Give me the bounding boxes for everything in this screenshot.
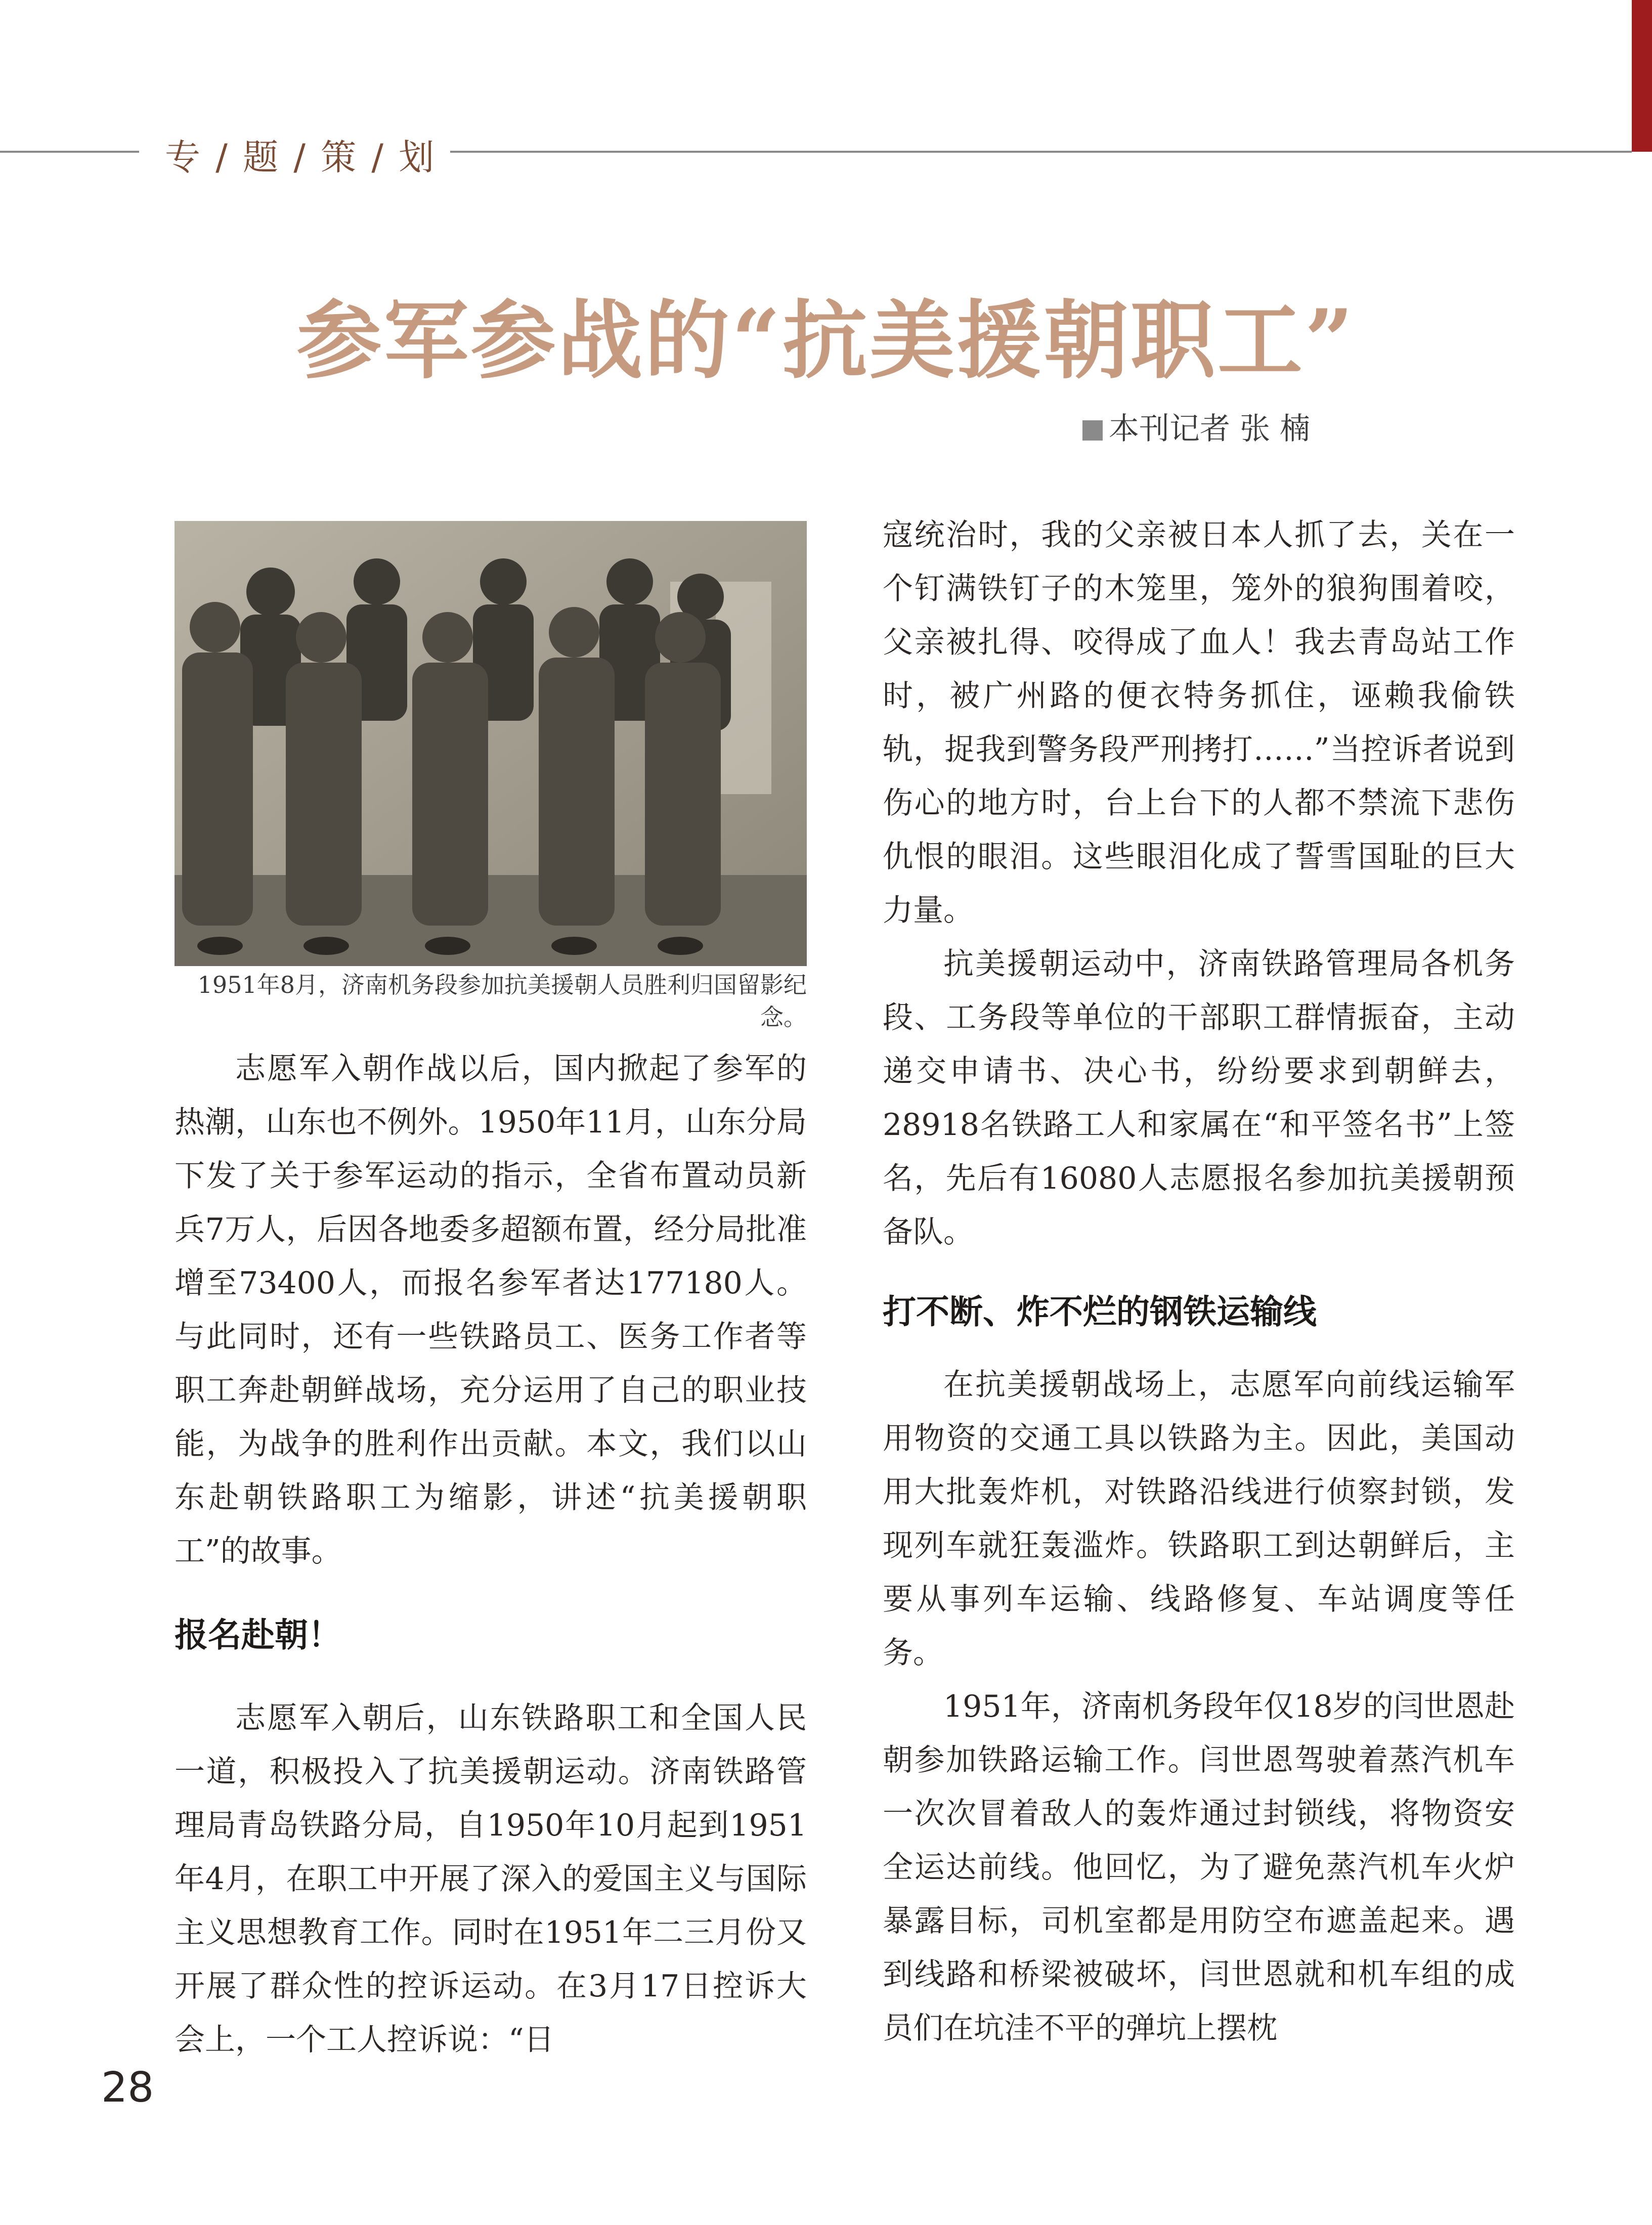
article-title: 参军参战的“抗美援朝职工”	[296, 290, 1356, 390]
intro-paragraph: 志愿军入朝作战以后，国内掀起了参军的热潮，山东也不例外。1950年11月，山东分局下发了关于参军运动的指示，全省布置动员新兵7万人，后因各地委多超额布置，经分局批准增至73400人，而报名参军者达177180人。与此同时，还有一些铁路员工、医务工作者等职工奔赴朝鲜战场，充分运用了自己的职业技能，为战争的胜利作出贡献。本文，我们以山东赴朝铁路职工为缩影，讲述“抗美援朝职工”的故事。	[175, 1051, 807, 1569]
page-number: 28	[101, 2064, 154, 2112]
section-label: 专 / 题 / 策 / 划	[165, 137, 437, 178]
historical-group-photo	[175, 521, 807, 966]
paragraph-1-continued: 寇统治时，我的父亲被日本人抓了去，关在一个钉满铁钉子的木笼里，笼外的狼狗围着咬，父亲被扎得、咬得成了血人！我去青岛站工作时，被广州路的便衣特务抓住，诬赖我偷铁轨，捉我到警务段严刑拷打……”当控诉者说到伤心的地方时，台上台下的人都不禁流下悲伤仇恨的眼泪。这些眼泪化成了誓雪国耻的巨大力量。	[883, 517, 1515, 928]
corner-accent-bar	[1632, 0, 1652, 152]
header-rule-left	[0, 151, 139, 153]
section-heading-2: 打不断、炸不烂的钢铁运输线	[883, 1292, 1317, 1331]
left-column	[175, 1042, 807, 2067]
paragraph-1: 志愿军入朝后，山东铁路职工和全国人民一道，积极投入了抗美援朝运动。济南铁路管理局青岛铁路分局，自1950年10月起到1951年4月，在职工中开展了深入的爱国主义与国际主义思想教育工作。同时在1951年二三月份又开展了群众性的控诉运动。在3月17日控诉大会上，一个工人控诉说：“日	[175, 1700, 807, 2058]
header-rule-right	[450, 151, 1632, 153]
paragraph-3: 在抗美援朝战场上，志愿军向前线运输军用物资的交通工具以铁路为主。因此，美国动用大批轰炸机，对铁路沿线进行侦察封锁，发现列车就狂轰滥炸。铁路职工到达朝鲜后，主要从事列车运输、线路修复、车站调度等任务。	[883, 1367, 1515, 1671]
byline-square-icon	[1082, 420, 1103, 441]
byline	[1082, 405, 1310, 448]
paragraph-2: 抗美援朝运动中，济南铁路管理局各机务段、工务段等单位的干部职工群情振奋，主动递交申请书、决心书，纷纷要求到朝鲜去，28918名铁路工人和家属在“和平签名书”上签名，先后有16080人志愿报名参加抗美援朝预备队。	[883, 946, 1515, 1250]
paragraph-4: 1951年，济南机务段年仅18岁的闫世恩赴朝参加铁路运输工作。闫世恩驾驶着蒸汽机车一次次冒着敌人的轰炸通过封锁线，将物资安全运达前线。他回忆，为了避免蒸汽机车火炉暴露目标，司机室都是用防空布遮盖起来。遇到线路和桥梁被破坏，闫世恩就和机车组的成员们在坑洼不平的弹坑上摆枕	[883, 1689, 1515, 2046]
photo-caption: 1951年8月，济南机务段参加抗美援朝人员胜利归国留影纪念。	[197, 971, 807, 1031]
section-heading-1: 报名赴朝！	[175, 1616, 341, 1654]
right-column	[883, 508, 1515, 2055]
byline-text: 本刊记者 张 楠	[1109, 411, 1311, 447]
photo-illustration	[175, 521, 807, 966]
